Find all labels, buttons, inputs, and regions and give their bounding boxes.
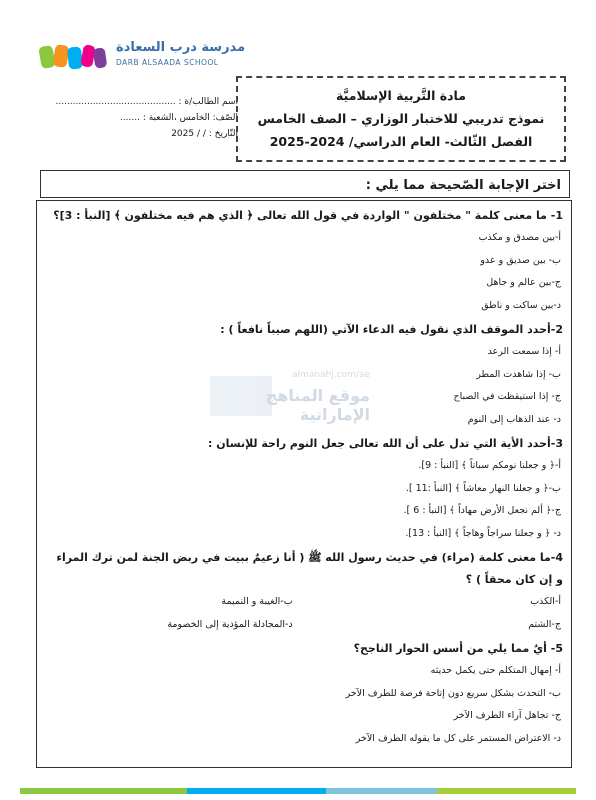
school-logo bbox=[38, 38, 246, 78]
question-2: 2-أحدد الموقف الذي نقول فيه الدعاء الآتي (اللهم صيباً نافعاً ) : bbox=[220, 323, 563, 336]
question-1-option-b: ب- بين صديق و عدو bbox=[480, 254, 561, 266]
question-3-option-d: د- ﴿ و جعلنا سراجاً وهاجاً ﴾ [النبأ : 13]. bbox=[405, 527, 561, 539]
watermark-url: almanahj.com/ae bbox=[292, 370, 370, 380]
instruction-box bbox=[40, 170, 570, 198]
question-1-option-c: ج-بين عالم و جاهل bbox=[486, 277, 561, 288]
question-1-option-a: أ-بين مصدق و مكذب bbox=[478, 232, 561, 243]
footer-bar-segment bbox=[187, 788, 326, 794]
footer-bar-segment bbox=[326, 788, 437, 794]
questions-section bbox=[36, 200, 572, 768]
exam-title-box bbox=[236, 76, 566, 162]
exam-type-title: نموذج تدريبي للاختبار الوزاري – الصف الخامس bbox=[257, 111, 545, 126]
question-5-option-c: ج- تجاهل آراء الطرف الآخر bbox=[453, 710, 561, 721]
footer-bar-segment bbox=[20, 788, 187, 794]
student-name-field: اسم الطالب/ة : .......................................... bbox=[55, 97, 238, 107]
subject-title: مادة التَّربية الإسلاميَّة bbox=[336, 88, 466, 103]
term-year-title: الفصل الثّالث- العام الدراسي/ 2024-2025 bbox=[269, 134, 533, 149]
watermark-name: موقع المناهج الإماراتية bbox=[265, 386, 370, 424]
question-4-option-a: أ-الكذب bbox=[530, 596, 561, 607]
question-1-option-d: د-بين ساكت و ناطق bbox=[481, 299, 561, 311]
exam-date-field: التّاريخ : / / 2025 bbox=[171, 129, 238, 139]
question-3-option-a: أ-﴿ و جعلنا نومكم سباتاً ﴾ [النبأ : 9]. bbox=[418, 460, 561, 471]
question-3-option-b: ب-﴿ و جعلنا النهار معاشاً ﴾ [النبأ :11 ]. bbox=[405, 482, 561, 494]
question-4-option-d: د-المجادلة المؤدية إلى الخصومة bbox=[167, 618, 293, 630]
question-5-option-b: ب- التحدث بشكل سريع دون إتاحة فرصة للطرف الآخر bbox=[345, 687, 561, 699]
instruction-text: اختر الإجابة الصّحيحة مما يلي : bbox=[365, 178, 561, 193]
student-class-field: الصّف: الخامس ،الشعبة : ....... bbox=[119, 113, 238, 123]
question-4-options-row-1 bbox=[47, 591, 563, 614]
question-4-options-row-2 bbox=[47, 614, 563, 637]
school-name-english: DARB ALSAADA SCHOOL bbox=[116, 58, 219, 67]
question-1: 1- ما معنى كلمة " مختلفون " الواردة في قول الله تعالى ﴿ الذي هم فيه مختلفون ﴾ [النبأ : 3]؟ bbox=[53, 209, 563, 222]
question-5: 5- أيٌ مما يلي من أسس الحوار الناجح؟ bbox=[353, 642, 563, 655]
question-5-option-a: أ- إمهال المتكلم حتى يكمل حديثه bbox=[430, 665, 561, 676]
student-info bbox=[48, 94, 238, 142]
school-name-arabic: مدرسة درب السعادة bbox=[116, 40, 246, 55]
question-4: 4-ما معنى كلمة (مراء) في حديث رسول الله ﷺ ( أنا زعيمٌ ببيت في ربض الجنة لمن ترك المراء و إن كان محقاً ) ؟ bbox=[56, 551, 563, 586]
question-2-option-a: أ- إذا سمعت الرعد bbox=[487, 346, 561, 357]
question-2-option-b: ب- إذا شاهدت المطر bbox=[476, 368, 561, 380]
footer-bar-segment bbox=[437, 788, 576, 794]
footer-color-bar bbox=[20, 788, 576, 794]
question-5-option-d: د- الاعتراض المستمر على كل ما يقوله الطرف الآخر bbox=[355, 732, 561, 744]
question-2-option-d: د- عند الذهاب إلى النوم bbox=[467, 413, 561, 425]
school-logo-icon bbox=[38, 42, 110, 72]
question-3-option-c: ج-﴿ ألم نجعل الأرض مهاداً ﴾ [النبأ : 6 ]. bbox=[403, 505, 561, 516]
question-3: 3-أحدد الأية التي تدل على أن الله تعالى جعل النوم راحة للإنسان : bbox=[208, 437, 563, 450]
question-4-option-c: ج-الشتم bbox=[528, 618, 561, 630]
question-4-option-b: ب-الغيبة و النميمة bbox=[221, 596, 293, 607]
question-2-option-c: ج- إذا استيقظت في الصباح bbox=[453, 391, 561, 402]
